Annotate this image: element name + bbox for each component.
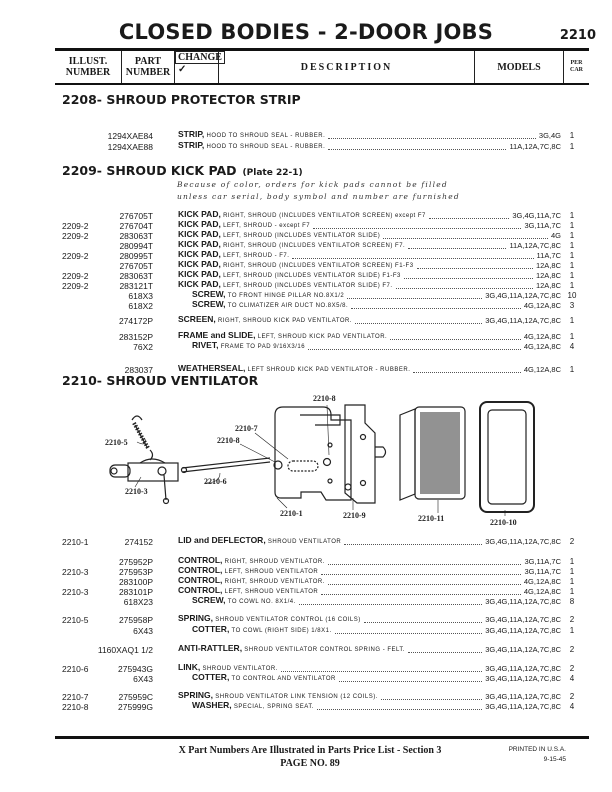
models: 3G,11A,7C xyxy=(524,567,561,576)
models: 3G,4G,11A,12A,7C,8C xyxy=(485,316,561,325)
table-row xyxy=(0,537,612,547)
per-car-qty: 8 xyxy=(569,597,575,606)
leader-dots xyxy=(429,218,509,219)
diagram-label: 2210-6 xyxy=(204,477,227,486)
models: 3G,4G,11A,12A,7C,8C xyxy=(485,291,561,300)
item-detail: LEFT, SHROUD (INCLUDES VENTILATOR SLIDE) F1-F3 xyxy=(223,273,401,279)
description-line xyxy=(178,301,561,311)
leader-dots xyxy=(328,149,506,150)
print-date: 9-15-45 xyxy=(543,756,566,763)
part-number: 276704T xyxy=(119,221,153,231)
item-name: SCREW, xyxy=(192,299,226,309)
item-name: SCREW, xyxy=(192,595,226,605)
item-name: SCREW, xyxy=(192,289,226,299)
per-car-qty: 1 xyxy=(569,567,575,576)
models: 12A,8C xyxy=(535,271,561,280)
per-car-qty: 1 xyxy=(569,316,575,325)
leader-dots xyxy=(299,604,482,605)
leader-dots xyxy=(355,323,482,324)
part-number: 276705T xyxy=(119,211,153,221)
models: 4G,12A,8C xyxy=(523,365,561,374)
illust-number: 2209-2 xyxy=(62,221,89,231)
models: 3G,11A,7C xyxy=(524,221,561,230)
table-row xyxy=(0,142,612,152)
table-row xyxy=(0,241,612,251)
page-title: CLOSED BODIES - 2-DOOR JOBS xyxy=(118,20,494,44)
description xyxy=(178,700,314,712)
per-car-qty: 4 xyxy=(569,702,575,711)
item-name: KICK PAD, xyxy=(178,229,221,239)
leader-dots xyxy=(321,594,521,595)
item-name: LINK, xyxy=(178,662,201,672)
models: 3G,4G,11A,12A,7C,8C xyxy=(485,645,561,654)
description xyxy=(178,314,352,326)
description xyxy=(178,672,336,684)
item-detail: RIGHT, SHROUD (INCLUDES VENTILATOR SCREEN) F7. xyxy=(223,243,406,249)
control-drawing xyxy=(110,459,178,504)
item-detail: SHROUD VENTILATOR LINK TENSION (12 COILS). xyxy=(215,694,378,700)
table-row xyxy=(0,626,612,636)
item-detail: FRAME TO PAD 9/16X3/16 xyxy=(220,344,306,350)
per-car-qty: 1 xyxy=(569,332,575,341)
per-car-qty: 1 xyxy=(569,142,575,151)
part-number: 283121T xyxy=(119,281,153,291)
illust-number: 2209-2 xyxy=(62,281,89,291)
col-change xyxy=(175,51,222,83)
description-line xyxy=(178,626,561,636)
models: 12A,8C xyxy=(535,281,561,290)
description-line xyxy=(178,702,561,712)
frame-drawing xyxy=(480,402,534,512)
item-detail: SHROUD VENTILATOR xyxy=(267,539,342,545)
section-heading-2209 xyxy=(62,163,303,178)
per-car-qty: 1 xyxy=(569,221,575,230)
diagram-label: 2210-1 xyxy=(280,509,303,518)
part-number: 6X43 xyxy=(133,626,153,636)
per-car-qty: 1 xyxy=(569,587,575,596)
item-name: KICK PAD, xyxy=(178,209,221,219)
item-detail: LEFT, SHROUD VENTILATOR xyxy=(224,589,319,595)
control-spring-drawing xyxy=(132,416,153,460)
leader-dots xyxy=(308,349,521,350)
item-name: STRIP, xyxy=(178,129,205,139)
per-car-qty: 1 xyxy=(569,211,575,220)
per-car-qty: 2 xyxy=(569,664,575,673)
table-row xyxy=(0,365,612,375)
item-name: SCREEN, xyxy=(178,314,216,324)
models: 11A,12A,7C,8C xyxy=(509,142,561,151)
item-name: CONTROL, xyxy=(178,575,223,585)
part-number: 618X2 xyxy=(128,301,153,311)
illust-number: 2210-1 xyxy=(62,537,89,547)
per-car-qty: 4 xyxy=(569,674,575,683)
leader-dots xyxy=(408,652,482,653)
item-detail: RIGHT, SHROUD (INCLUDES VENTILATOR SCREEN) F1-F3 xyxy=(223,263,414,269)
per-car-qty: 1 xyxy=(569,626,575,635)
col-illust: ILLUST. NUMBER xyxy=(55,51,122,83)
diagram-label: 2210-7 xyxy=(235,424,258,433)
col-models: MODELS xyxy=(475,51,564,83)
item-detail: LEFT, SHROUD - except F7 xyxy=(223,223,311,229)
part-number: 280995T xyxy=(119,251,153,261)
leader-dots xyxy=(328,564,522,565)
shroud-ventilator-diagram xyxy=(80,392,560,534)
link-rod-drawing xyxy=(182,458,271,473)
item-name: RIVET, xyxy=(192,340,219,350)
models: 4G,12A,8C xyxy=(523,587,561,596)
item-name: COTTER, xyxy=(192,624,230,634)
part-number: 275958P xyxy=(118,615,153,625)
change-check-icon: ✓ xyxy=(178,64,187,75)
item-detail: LEFT, SHROUD (INCLUDES VENTILATOR SLIDE) xyxy=(223,233,381,239)
item-detail: LEFT, SHROUD VENTILATOR xyxy=(224,569,319,575)
leader-dots xyxy=(381,699,482,700)
description xyxy=(178,643,405,655)
part-number: 283152P xyxy=(118,332,153,342)
per-car-qty: 2 xyxy=(569,537,575,546)
group-number: 2210 xyxy=(559,28,596,43)
item-detail: TO CONTROL AND VENTILATOR xyxy=(231,676,336,682)
col-description: DESCRIPTION xyxy=(219,51,475,83)
section-title: 2209- SHROUD KICK PAD xyxy=(62,163,237,178)
part-number: 274172P xyxy=(118,316,153,326)
models: 3G,4G,11A,12A,7C,8C xyxy=(485,597,561,606)
leader-dots xyxy=(339,681,482,682)
models: 3G,4G,11A,12A,7C,8C xyxy=(485,615,561,624)
table-row xyxy=(0,597,612,607)
item-detail: RIGHT, SHROUD VENTILATOR. xyxy=(224,559,325,565)
description-line xyxy=(178,342,561,352)
leader-dots xyxy=(347,298,482,299)
models: 4G,12A,8C xyxy=(523,301,561,310)
per-car-qty: 1 xyxy=(569,251,575,260)
part-number: 1294XAE88 xyxy=(107,142,153,152)
table-row xyxy=(0,301,612,311)
item-detail: LEFT, SHROUD (INCLUDES VENTILATOR SLIDE) F7. xyxy=(223,283,393,289)
item-detail: RIGHT, SHROUD (INCLUDES VENTILATOR SCREEN) except F7 xyxy=(223,213,426,219)
leader-dots xyxy=(404,278,533,279)
leader-dots xyxy=(328,138,536,139)
leader-dots xyxy=(390,339,521,340)
table-row xyxy=(0,645,612,655)
item-name: WASHER, xyxy=(192,700,232,710)
item-detail: SPECIAL, SPRING SEAT. xyxy=(233,704,314,710)
leader-dots xyxy=(351,308,521,309)
section-heading-2208 xyxy=(62,92,301,107)
column-header xyxy=(55,48,589,85)
part-number: 275999G xyxy=(118,702,153,712)
description-line xyxy=(178,597,561,607)
part-number: 618X23 xyxy=(123,597,153,607)
leader-dots xyxy=(335,633,483,634)
item-name: KICK PAD, xyxy=(178,279,221,289)
section-title: 2210- SHROUD VENTILATOR xyxy=(62,373,259,388)
item-detail: LEFT SHROUD KICK PAD VENTILATOR - RUBBER. xyxy=(247,367,411,373)
section-title: 2208- SHROUD PROTECTOR STRIP xyxy=(62,92,301,107)
per-car-qty: 1 xyxy=(569,577,575,586)
per-car-qty: 2 xyxy=(569,692,575,701)
lid-drawing xyxy=(274,407,351,500)
item-detail: RIGHT, SHROUD VENTILATOR. xyxy=(224,579,325,585)
models: 3G,4G,11A,12A,7C,8C xyxy=(485,664,561,673)
item-name: SPRING, xyxy=(178,690,213,700)
description xyxy=(178,624,332,636)
item-detail: TO COWL (RIGHT SIDE) 1/8X1. xyxy=(231,628,332,634)
part-number: 618X3 xyxy=(128,291,153,301)
part-number: 274152 xyxy=(124,537,153,547)
item-detail: LEFT, SHROUD KICK PAD VENTILATOR. xyxy=(257,334,388,340)
description-line xyxy=(178,645,561,655)
part-number: 275953P xyxy=(118,567,153,577)
table-row xyxy=(0,316,612,326)
part-number: 283037 xyxy=(124,365,153,375)
item-name: KICK PAD, xyxy=(178,259,221,269)
item-detail: HOOD TO SHROUD SEAL - RUBBER. xyxy=(206,133,326,139)
printed-info xyxy=(509,745,566,765)
per-car-qty: 4 xyxy=(569,342,575,351)
table-row xyxy=(0,702,612,712)
screen-drawing xyxy=(400,407,465,500)
diagram-label: 2210-11 xyxy=(418,514,445,523)
leader-dots xyxy=(321,574,521,575)
part-number: 283063T xyxy=(119,231,153,241)
item-name: COTTER, xyxy=(192,672,230,682)
diagram-label: 2210-5 xyxy=(105,438,128,447)
part-number: 283101P xyxy=(118,587,153,597)
leader-dots xyxy=(344,544,482,545)
part-number: 283100P xyxy=(118,577,153,587)
illust-number: 2210-8 xyxy=(62,702,89,712)
kick-pad-note-line: unless car serial, body symbol and number are furnished xyxy=(177,192,460,201)
item-name: KICK PAD, xyxy=(178,249,221,259)
col-per-car: PER CAR xyxy=(570,60,583,73)
models: 4G,12A,8C xyxy=(523,577,561,586)
models: 4G,12A,8C xyxy=(523,332,561,341)
item-name: WEATHERSEAL, xyxy=(178,363,246,373)
item-detail: TO FRONT HINGE PILLAR NO.8X1/2 xyxy=(227,293,345,299)
per-car-qty: 1 xyxy=(569,557,575,566)
item-detail: SHROUD VENTILATOR. xyxy=(202,666,278,672)
description xyxy=(178,340,305,352)
item-name: STRIP, xyxy=(178,140,205,150)
illust-number: 2210-7 xyxy=(62,692,89,702)
illust-number: 2209-2 xyxy=(62,251,89,261)
leader-dots xyxy=(396,288,533,289)
description-line xyxy=(178,537,561,547)
models: 4G,12A,8C xyxy=(523,342,561,351)
illust-number: 2210-6 xyxy=(62,664,89,674)
item-detail: SHROUD VENTILATOR CONTROL (16 COILS) xyxy=(215,617,361,623)
part-number: 275952P xyxy=(118,557,153,567)
footer-rule xyxy=(55,736,589,739)
printed-label: PRINTED IN U.S.A. xyxy=(508,746,566,753)
per-car-qty: 1 xyxy=(569,271,575,280)
description xyxy=(178,363,410,375)
per-car-qty: 1 xyxy=(569,281,575,290)
models: 4G xyxy=(550,231,561,240)
illust-number: 2209-2 xyxy=(62,271,89,281)
per-car-qty: 3 xyxy=(569,301,575,310)
item-detail: SHROUD VENTILATOR CONTROL SPRING - FELT. xyxy=(244,647,406,653)
table-row xyxy=(0,342,612,352)
models: 3G,4G,11A,12A,7C,8C xyxy=(485,692,561,701)
illust-number: 2209-2 xyxy=(62,231,89,241)
table-row xyxy=(0,332,612,342)
part-number: 275959C xyxy=(118,692,153,702)
item-name: KICK PAD, xyxy=(178,219,221,229)
illust-number: 2210-3 xyxy=(62,567,89,577)
item-name: ANTI-RATTLER, xyxy=(178,643,243,653)
per-car-qty: 2 xyxy=(569,645,575,654)
models: 3G,11A,7C xyxy=(524,557,561,566)
models: 3G,4G,11A,12A,7C,8C xyxy=(485,674,561,683)
item-name: LID and DEFLECTOR, xyxy=(178,535,266,545)
plate-ref: (Plate 22-1) xyxy=(242,168,303,178)
part-number: 6X43 xyxy=(133,674,153,684)
leader-dots xyxy=(364,622,482,623)
leader-dots xyxy=(413,372,521,373)
item-detail: HOOD TO SHROUD SEAL - RUBBER. xyxy=(206,144,326,150)
leader-dots xyxy=(417,268,533,269)
per-car-qty: 1 xyxy=(569,261,575,270)
models: 3G,4G,11A,12A,7C,8C xyxy=(485,702,561,711)
models: 11A,12A,7C,8C xyxy=(509,241,561,250)
models: 12A,8C xyxy=(535,261,561,270)
table-row xyxy=(0,674,612,684)
item-detail: LEFT, SHROUD - F7. xyxy=(223,253,290,259)
description-line xyxy=(178,365,561,375)
diagram-label: 2210-9 xyxy=(343,511,366,520)
description-line xyxy=(178,142,561,152)
diagram-label: 2210-10 xyxy=(490,518,517,527)
change-label: CHANGE xyxy=(175,51,225,64)
item-name: CONTROL, xyxy=(178,565,223,575)
per-car-qty: 1 xyxy=(569,231,575,240)
per-car-qty: 10 xyxy=(567,291,577,300)
item-name: FRAME and SLIDE, xyxy=(178,330,256,340)
item-detail: TO COWL NO. 8X1/4. xyxy=(227,599,296,605)
kick-pad-note-line: Because of color, orders for kick pads cannot be filled xyxy=(177,180,448,189)
item-name: CONTROL, xyxy=(178,555,223,565)
description-line xyxy=(178,674,561,684)
part-number: 276705T xyxy=(119,261,153,271)
part-number: 280994T xyxy=(119,241,153,251)
models: 3G,4G,11A,7C xyxy=(512,211,561,220)
description xyxy=(178,299,348,311)
models: 3G,4G xyxy=(538,131,561,140)
item-name: KICK PAD, xyxy=(178,239,221,249)
illust-number: 2210-5 xyxy=(62,615,89,625)
part-number: 76X2 xyxy=(133,342,153,352)
leader-dots xyxy=(408,248,506,249)
page-number: PAGE NO. 89 xyxy=(280,758,340,769)
description xyxy=(178,535,341,547)
leader-dots xyxy=(383,238,548,239)
diagram-label: 2210-8 xyxy=(313,394,336,403)
models: 3G,4G,11A,12A,7C,8C xyxy=(485,626,561,635)
part-number: 1294XAE84 xyxy=(107,131,153,141)
item-detail: TO CLIMATIZER AIR DUCT NO.8X5/8. xyxy=(227,303,349,309)
table-row xyxy=(0,587,612,597)
part-number: 1160XAQ1 1/2 xyxy=(97,645,153,655)
part-number: 283063T xyxy=(119,271,153,281)
item-name: SPRING, xyxy=(178,613,213,623)
per-car-qty: 1 xyxy=(569,131,575,140)
illust-number: 2210-3 xyxy=(62,587,89,597)
description-line xyxy=(178,316,561,326)
col-part: PART NUMBER xyxy=(122,51,175,83)
per-car-qty: 1 xyxy=(569,365,575,374)
item-name: CONTROL, xyxy=(178,585,223,595)
footer-note: X Part Numbers Are Illustrated in Parts Price List - Section 3 xyxy=(178,745,442,756)
part-number: 275943G xyxy=(118,664,153,674)
section-heading-2210 xyxy=(62,373,258,388)
diagram-label: 2210-3 xyxy=(125,487,148,496)
per-car-qty: 2 xyxy=(569,615,575,624)
item-name: KICK PAD, xyxy=(178,269,221,279)
description xyxy=(178,140,325,152)
item-detail: RIGHT, SHROUD KICK PAD VENTILATOR. xyxy=(218,318,353,324)
leader-dots xyxy=(317,709,482,710)
models: 11A,7C xyxy=(536,251,561,260)
per-car-qty: 1 xyxy=(569,241,575,250)
models: 3G,4G,11A,12A,7C,8C xyxy=(485,537,561,546)
diagram-label: 2210-8 xyxy=(217,436,240,445)
leader-dots xyxy=(328,584,521,585)
description xyxy=(178,595,296,607)
